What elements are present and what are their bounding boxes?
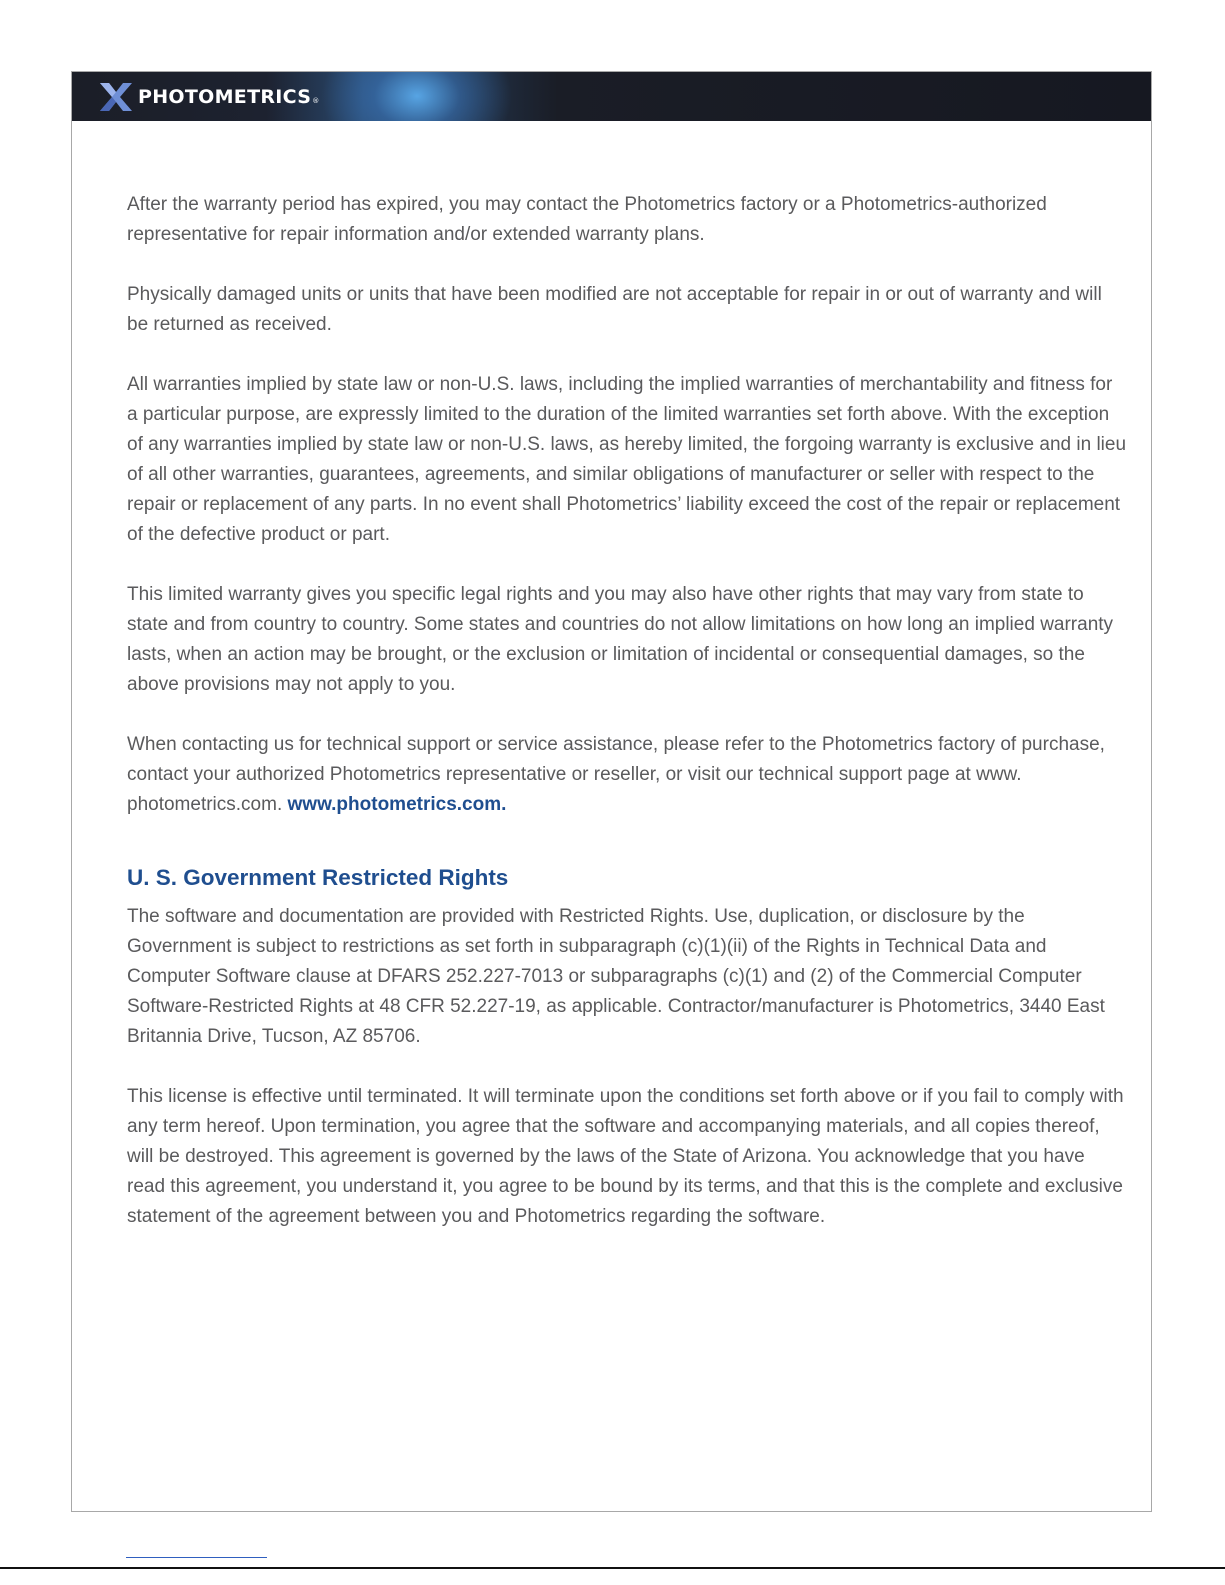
footer-rule bbox=[126, 1557, 267, 1558]
brand-name: PHOTOMETRICS® bbox=[138, 86, 320, 108]
header-band bbox=[72, 72, 1151, 121]
paragraph-warranty-expired: After the warranty period has expired, you may contact the Photometrics factory or a Photometrics-authorized representative for repair information and/or extended warranty plans. bbox=[127, 194, 1047, 245]
paragraph-technical-support bbox=[127, 730, 1127, 820]
photometrics-logo bbox=[100, 83, 320, 111]
paragraph-license-term: This license is effective until terminated. It will terminate upon the conditions set forth above or if you fail to comply with any term hereof. Upon termination, you agree that the software and accompanying materials, and all copies thereof, will be destroyed. This agreement is governed by the laws of the State of Arizona. You acknowledge that you have read this agreement, you understand it, you agree to be bound by its terms, and that this is the complete and exclusive statement of the agreement between you and Photometrics regarding the software. bbox=[127, 1086, 1124, 1227]
section-heading-restricted-rights: U. S. Government Restricted Rights bbox=[127, 865, 509, 890]
paragraph-legal-rights: This limited warranty gives you specific legal rights and you may also have other rights that may vary from state to state and from country to country. Some states and countries do not allow limitations on how long an implied warranty lasts, when an action may be brought, or the exclusion or limitation of incidental or consequential damages, so the above provisions may not apply to you. bbox=[127, 584, 1114, 695]
page-frame bbox=[71, 71, 1152, 1512]
document-body bbox=[127, 190, 1127, 1262]
paragraph-damaged-units: Physically damaged units or units that have been modified are not acceptable for repair in or out of warranty and will be returned as received. bbox=[127, 284, 1102, 335]
registered-mark: ® bbox=[312, 97, 320, 105]
paragraph-restricted-rights: The software and documentation are provided with Restricted Rights. Use, duplication, or disclosure by the Government is subject to restrictions as set forth in subparagraph (c)(1)(ii) of the Rights in Technical Data and Computer Software clause at DFARS 252.227-7013 or subparagraphs (c)(1) and (2) of the Commercial Computer Software-Restricted Rights at 48 CFR 52.227-19, as applicable. Contractor/manufacturer is Photometrics, 3440 East Britannia Drive, Tucson, AZ 85706. bbox=[127, 906, 1105, 1047]
support-text: When contacting us for technical support or service assistance, please refer to the Photometrics factory of purchase, contact your authorized Photometrics representative or reseller, or visit our technical support page at www. photometrics.com. bbox=[127, 734, 1105, 815]
paragraph-implied-warranties: All warranties implied by state law or non-U.S. laws, including the implied warranties of merchantability and fitness for a particular purpose, are expressly limited to the duration of the limited warranties set forth above. With the exception of any warranties implied by state law or non-U.S. laws, as hereby limited, the forgoing warranty is exclusive and in lieu of all other warranties, guarantees, agreements, and similar obligations of manufacturer or seller with respect to the repair or replacement of any parts. In no event shall Photometrics’ liability exceed the cost of the repair or replacement of the defective product or part. bbox=[127, 374, 1127, 545]
photometrics-x-icon bbox=[100, 83, 132, 111]
support-website-link[interactable]: www.photometrics.com. bbox=[287, 794, 507, 815]
bottom-rule bbox=[0, 1567, 1225, 1569]
